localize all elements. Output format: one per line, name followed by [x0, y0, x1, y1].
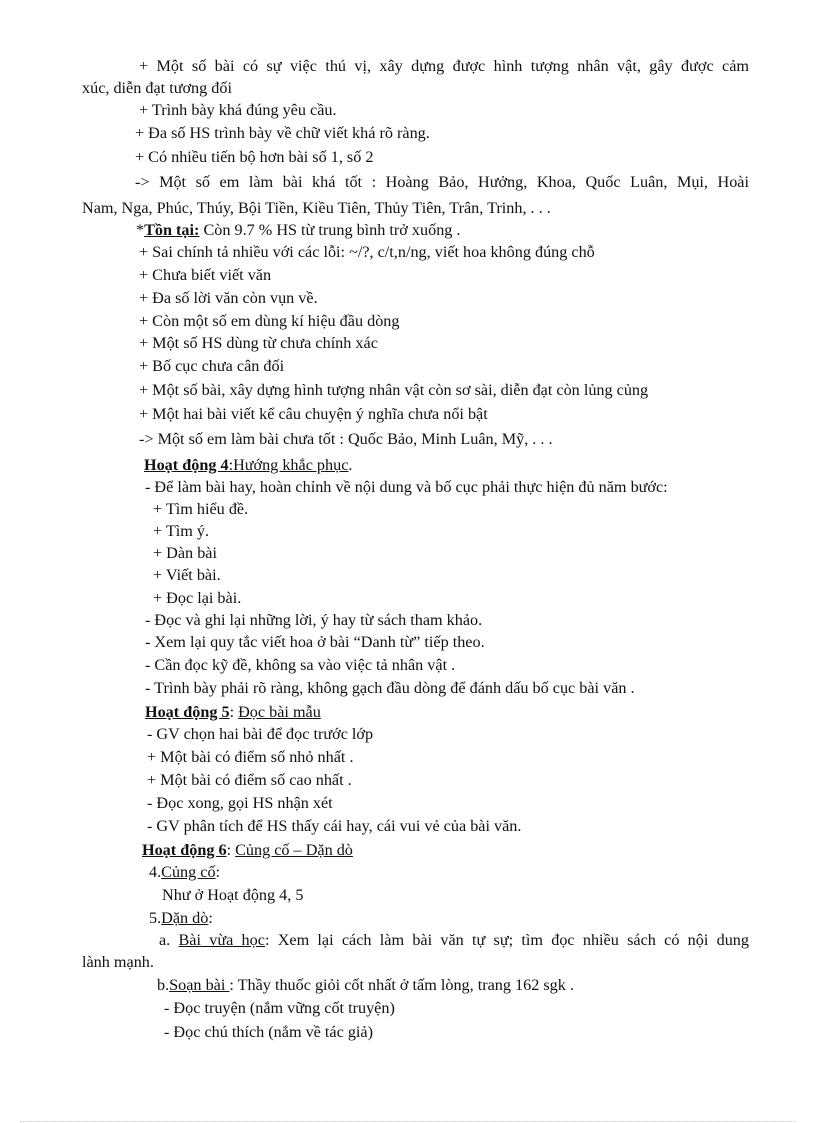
activity-5-line-1: - GV chọn hai bài để đọc trước lớp [147, 725, 374, 743]
homework-a-text: : Xem lại cách làm bài văn tự sự; tìm đọc nhiều sách có nội dung [264, 931, 749, 949]
activity-6-heading [142, 840, 353, 860]
activity-5-label: Hoạt động 5 [145, 703, 230, 721]
weakness-line-6: + Bố cục chưa cân đối [139, 357, 285, 375]
strength-line-3: + Đa số HS trình bày về chữ viết khá rõ ràng. [135, 124, 430, 142]
activity-6-sep: : [226, 841, 236, 859]
activity-5-line-5: - GV phân tích để HS thấy cái hay, cái vui vẻ của bài văn. [147, 817, 522, 835]
homework-colon: : [208, 909, 213, 927]
weakness-line-2: + Chưa biết viết văn [139, 266, 272, 284]
activity-5-sep: : [229, 703, 239, 721]
activity-5-title: Đọc bài mẫu [238, 703, 321, 721]
consolidation-heading [149, 862, 220, 882]
homework-a-number: a. [159, 931, 179, 949]
weakness-line-4: + Còn một số em dùng kí hiệu đầu dòng [139, 312, 400, 330]
homework-number: 5. [149, 909, 162, 927]
activity-4-title: Hướng khắc phục [233, 456, 349, 474]
activity-5-line-4: - Đọc xong, gọi HS nhận xét [147, 794, 333, 812]
consolidation-label: Củng cố [161, 863, 216, 881]
activity-4-line-5: - Trình bày phải rõ ràng, không gạch đầu dòng để đánh dấu bố cục bài văn . [145, 679, 635, 697]
homework-b-text: : Thầy thuốc giỏi cốt nhất ở tấm lòng, trang 162 sgk . [229, 976, 574, 994]
activity-4-label: Hoạt động 4 [144, 456, 229, 474]
activity-4-step-3: + Dàn bài [153, 544, 217, 562]
weakness-line-5: + Một số HS dùng từ chưa chính xác [139, 334, 378, 352]
homework-label: Dặn dò [161, 909, 209, 927]
homework-heading [149, 908, 213, 928]
strength-line-1: + Một số bài có sự việc thú vị, xây dựng được hình tượng nhân vật, gây được cảm [139, 57, 749, 75]
activity-4-step-5: + Đọc lại bài. [153, 589, 242, 607]
activity-4-line-4: - Cần đọc kỹ đề, không sa vào việc tả nhân vật . [145, 656, 456, 674]
activity-4-end: . [348, 456, 353, 474]
homework-b-number: b. [157, 976, 170, 994]
activity-4-sep: : [228, 456, 234, 474]
weakness-line-3: + Đa số lời văn còn vụn về. [139, 289, 318, 307]
homework-b-item-1: - Đọc truyện (nắm vững cốt truyện) [164, 999, 395, 1017]
homework-b-item-2: - Đọc chú thích (nắm về tác giả) [164, 1023, 373, 1041]
consolidation-number: 4. [149, 863, 162, 881]
good-students-line: -> Một số em làm bài khá tốt : Hoàng Bảo, Hưởng, Khoa, Quốc Luân, Mụi, Hoài [135, 173, 749, 191]
activity-4-step-2: + Tìm ý. [153, 522, 210, 540]
homework-a-line-cont: lành mạnh. [82, 953, 154, 971]
activity-5-line-3: + Một bài có điểm số cao nhất . [147, 771, 352, 789]
activity-5-line-2: + Một bài có điểm số nhỏ nhất . [147, 748, 354, 766]
activity-4-step-4: + Viết bài. [153, 566, 221, 584]
weakness-label: Tồn tại: [144, 221, 200, 239]
homework-b-line [157, 975, 574, 995]
page-bottom-border [20, 1121, 796, 1122]
weakness-line-8: + Một hai bài viết kể câu chuyện ý nghĩa chưa nổi bật [139, 405, 488, 423]
strength-line-2: + Trình bày khá đúng yêu cầu. [139, 101, 337, 119]
homework-a-label: Bài vừa học [178, 931, 265, 949]
activity-6-label: Hoạt động 6 [142, 841, 227, 859]
activity-4-line-2: - Đọc và ghi lại những lời, ý hay từ sách tham khảo. [145, 611, 483, 629]
activity-4-heading [144, 455, 352, 475]
homework-a-line [159, 930, 749, 950]
activity-4-step-1: + Tìm hiểu đề. [153, 500, 249, 518]
weakness-line-1: + Sai chính tả nhiều với các lỗi: ~/?, c/t,n/ng, viết hoa không đúng chỗ [139, 243, 595, 261]
homework-b-label: Soạn bài [169, 976, 230, 994]
weakness-heading [136, 220, 460, 240]
weakness-summary: Còn 9.7 % HS từ trung bình trở xuống . [199, 221, 461, 239]
good-students-line-cont: Nam, Nga, Phúc, Thúy, Bội Tiền, Kiều Tiên, Thủy Tiên, Trân, Trinh, . . . [82, 199, 551, 217]
activity-4-line-1: - Để làm bài hay, hoàn chỉnh về nội dung và bố cục phải thực hiện đủ năm bước: [145, 478, 668, 496]
weakness-star: * [136, 221, 145, 239]
strength-line-4: + Có nhiều tiến bộ hơn bài số 1, số 2 [135, 148, 374, 166]
consolidation-text: Như ở Hoạt động 4, 5 [162, 886, 304, 904]
strength-line-1-cont: xúc, diễn đạt tương đối [82, 79, 232, 97]
activity-4-line-3: - Xem lại quy tắc viết hoa ở bài “Danh từ” tiếp theo. [145, 633, 485, 651]
weakness-line-7: + Một số bài, xây dựng hình tượng nhân vật còn sơ sài, diễn đạt còn lủng củng [139, 381, 649, 399]
weak-students-line: -> Một số em làm bài chưa tốt : Quốc Bảo, Minh Luân, Mỹ, . . . [139, 430, 553, 448]
activity-6-title: Củng cố – Dặn dò [235, 841, 353, 859]
consolidation-colon: : [215, 863, 221, 881]
activity-5-heading [145, 702, 321, 722]
